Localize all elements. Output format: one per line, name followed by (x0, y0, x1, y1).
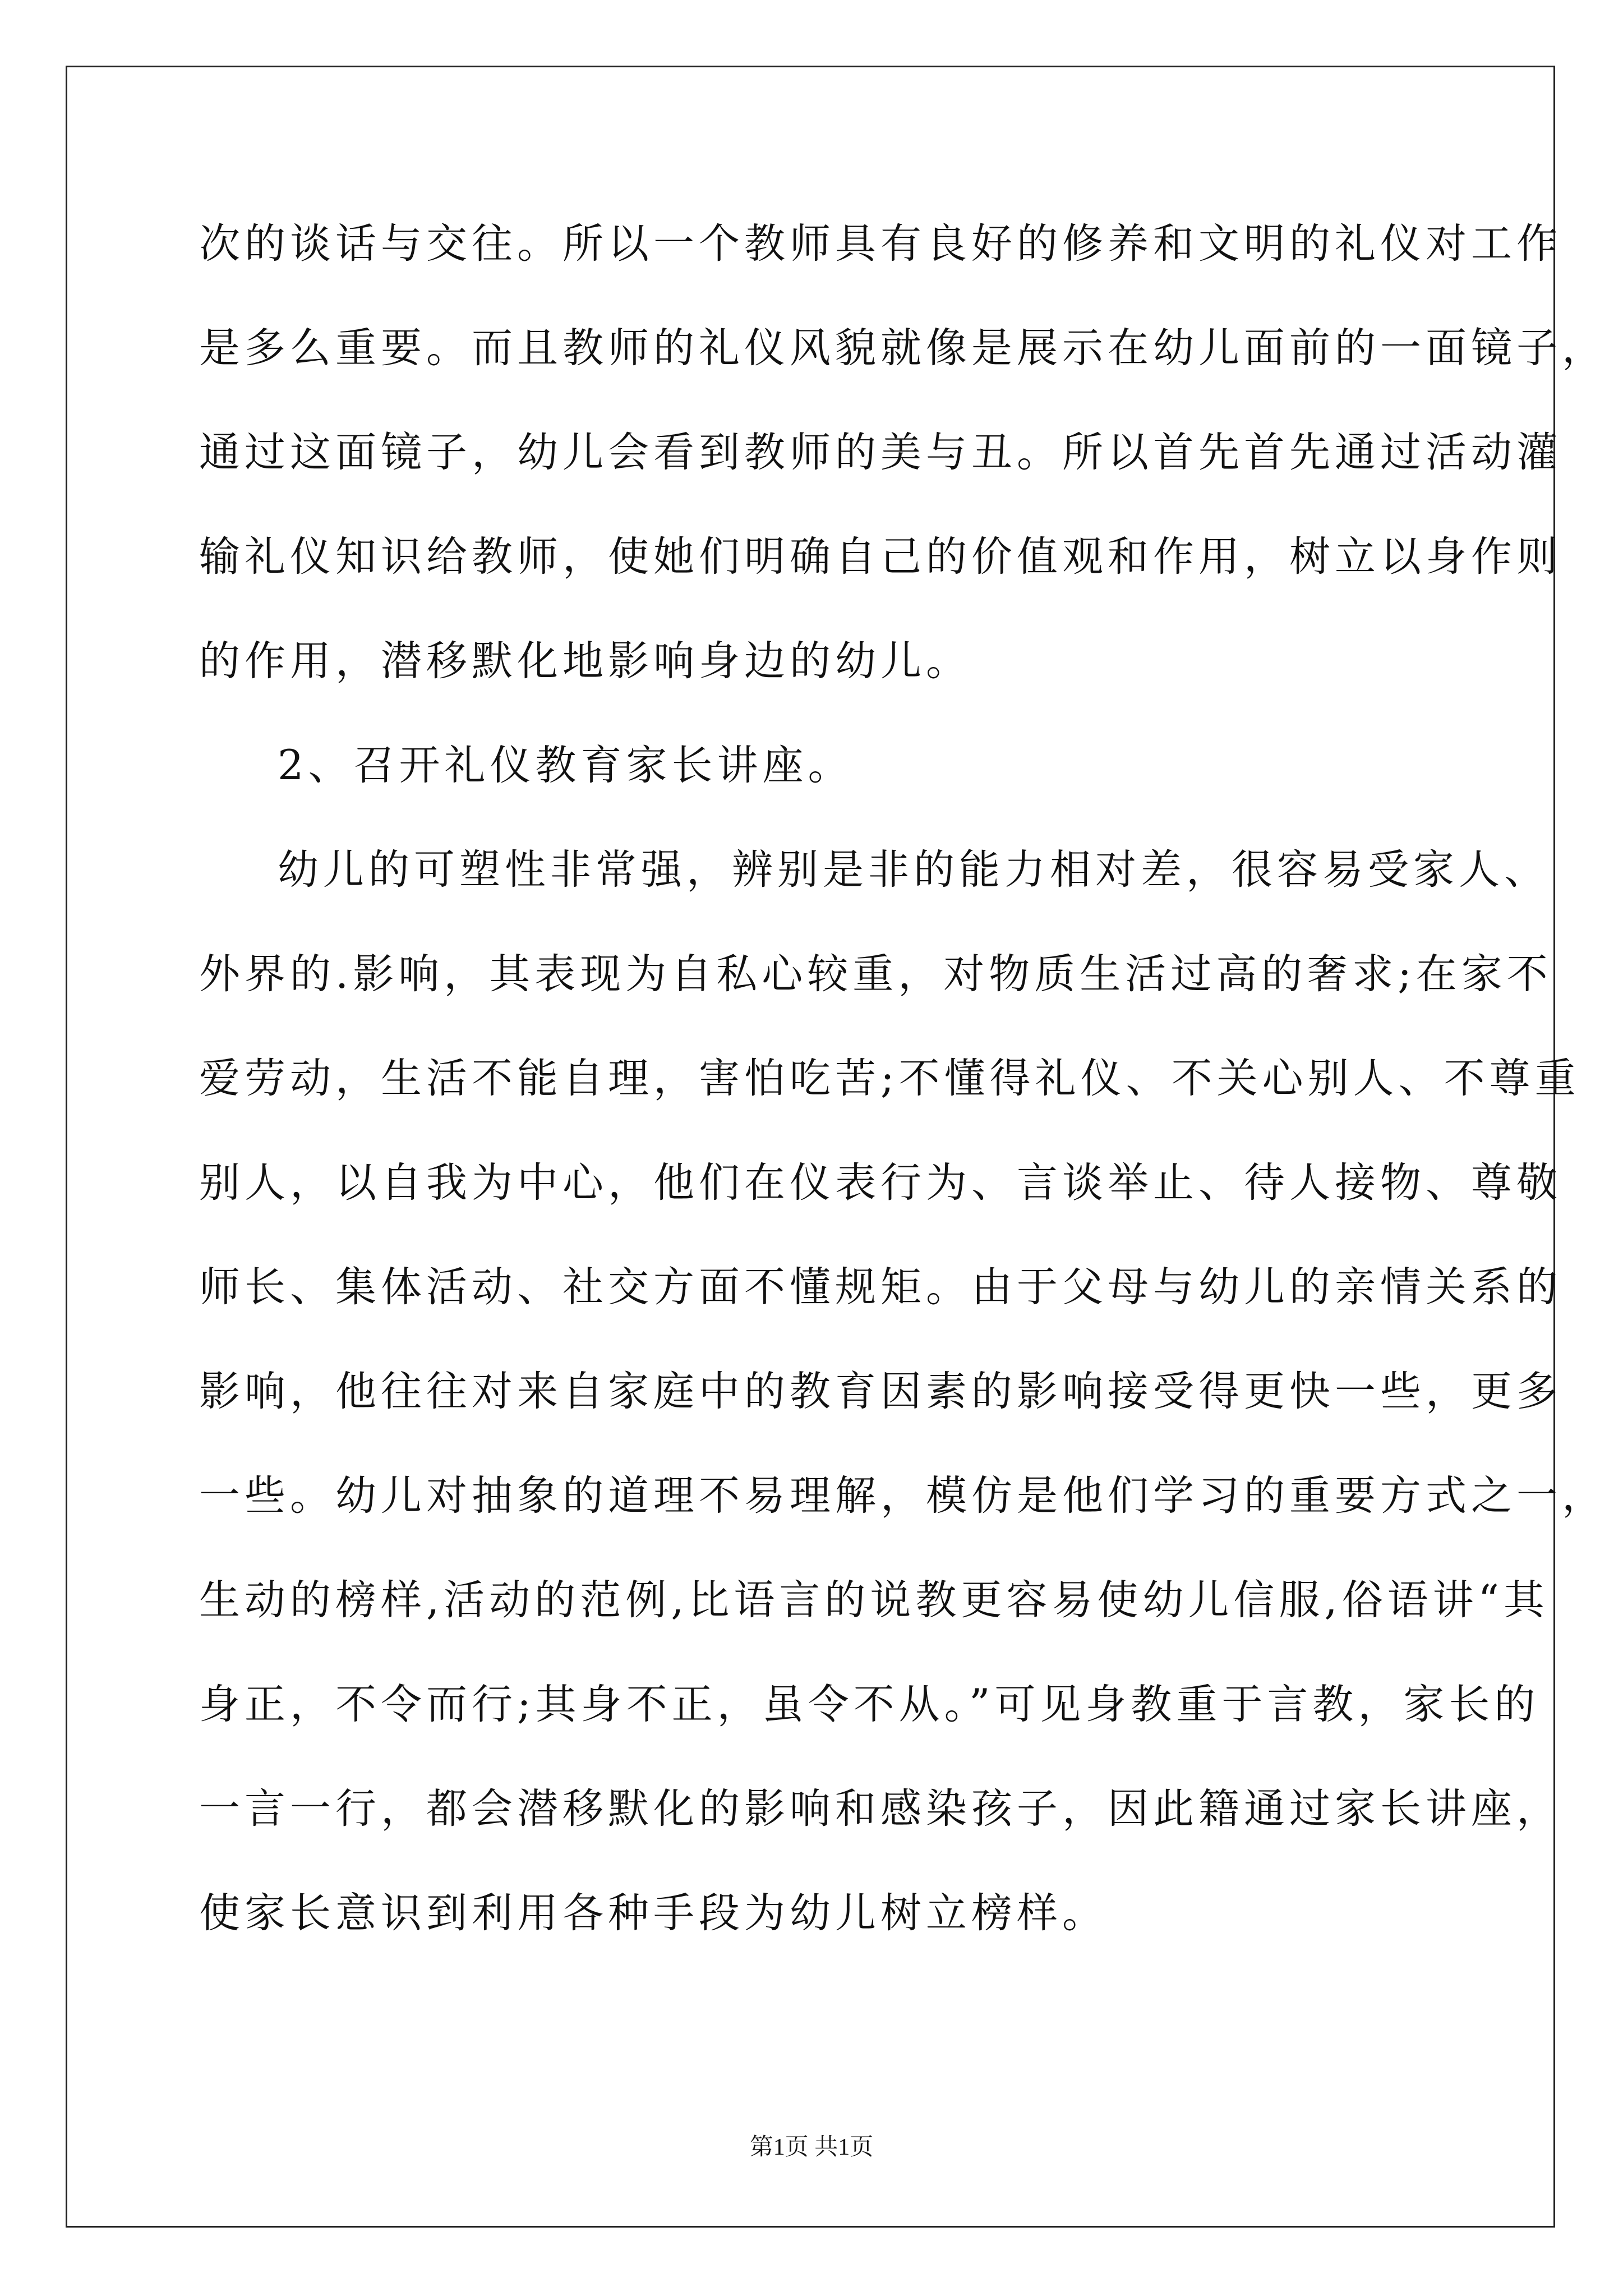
body-line: 通过这面镜子，幼儿会看到教师的美与丑。所以首先首先通过活动灌 (199, 429, 1562, 476)
body-line: 输礼仪知识给教师，使她们明确自己的价值观和作用，树立以身作则 (199, 533, 1562, 581)
body-line: 别人，以自我为中心，他们在仪表行为、言谈举止、待人接物、尊敬 (199, 1159, 1562, 1207)
body-line: 一言一行，都会潜移默化的影响和感染孩子，因此籍通过家长讲座， (199, 1785, 1562, 1833)
body-line: 爱劳动，生活不能自理，害怕吃苦;不懂得礼仪、不关心别人、不尊重 (199, 1055, 1580, 1102)
document-body (199, 213, 1607, 1987)
body-line: 是多么重要。而且教师的礼仪风貌就像是展示在幼儿面前的一面镜子， (199, 324, 1607, 372)
body-line: 生动的榜样,活动的范例,比语言的说教更容易使幼儿信服,俗语讲“其 (199, 1576, 1549, 1624)
paragraph-first-line: 幼儿的可塑性非常强，辨别是非的能力相对差，很容易受家人、 (278, 846, 1550, 894)
section-heading: 2、召开礼仪教育家长讲座。 (278, 742, 854, 789)
body-line: 师长、集体活动、社交方面不懂规矩。由于父母与幼儿的亲情关系的 (199, 1263, 1562, 1311)
body-line: 一些。幼儿对抽象的道理不易理解，模仿是他们学习的重要方式之一， (199, 1472, 1607, 1520)
body-line: 身正，不令而行;其身不正，虽令不从。”可见身教重于言教，家长的 (199, 1681, 1540, 1728)
body-line: 次的谈话与交往。所以一个教师具有良好的修养和文明的礼仪对工作 (199, 220, 1562, 268)
body-line: 使家长意识到利用各种手段为幼儿树立榜样。 (199, 1889, 1108, 1937)
body-line: 外界的.影响，其表现为自私心较重，对物质生活过高的奢求;在家不 (199, 950, 1552, 998)
page-footer: 第1页 共1页 (749, 2134, 874, 2160)
body-line: 的作用，潜移默化地影响身边的幼儿。 (199, 637, 971, 685)
body-line: 影响，他往往对来自家庭中的教育因素的影响接受得更快一些，更多 (199, 1368, 1562, 1415)
